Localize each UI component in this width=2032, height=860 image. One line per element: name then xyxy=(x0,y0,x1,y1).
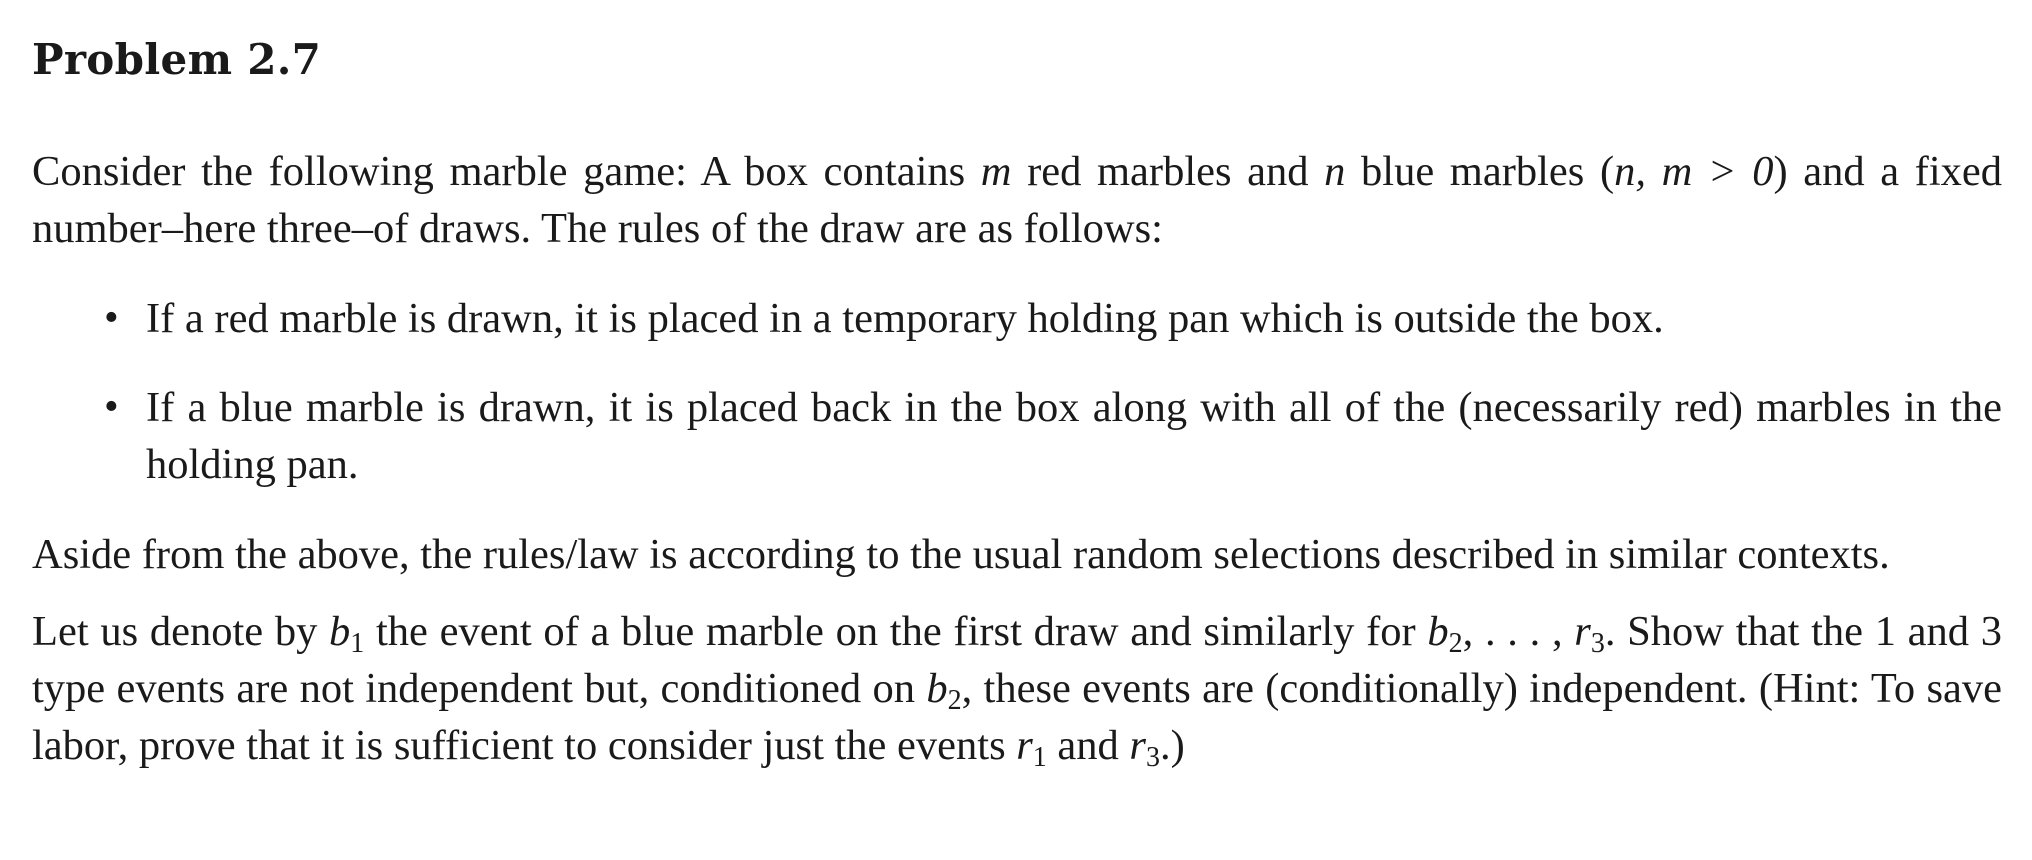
intro-text-3: blue marbles ( xyxy=(1345,148,1615,195)
task-text-2: the event of a blue marble on the first draw and similarly for xyxy=(364,608,1428,655)
task-text-5: , these events are (conditionally) independent. (Hint: To save labor, prove that it is sufficient to consider just the events xyxy=(32,665,2002,769)
var-b1 xyxy=(329,608,365,659)
aside-paragraph: Aside from the above, the rules/law is according to the usual random selections described in similar contexts. xyxy=(32,531,1890,578)
intro-text-2: red marbles and xyxy=(1011,148,1325,195)
var-letter: r xyxy=(1016,722,1033,769)
rule-text: If a red marble is drawn, it is placed in a temporary holding pan which is outside the box. xyxy=(146,295,1664,342)
rule-text: If a blue marble is drawn, it is placed back in the box along with all of the (necessarily red) marbles in the holding pan. xyxy=(146,384,2002,488)
var-letter: r xyxy=(1129,722,1146,769)
var-subscript: 3 xyxy=(1145,742,1160,773)
var-letter: b xyxy=(329,608,351,655)
task-text-3: , . . . , xyxy=(1462,608,1575,655)
var-r3 xyxy=(1574,608,1605,659)
list-item xyxy=(32,290,2002,347)
var-r3-hint xyxy=(1129,722,1160,773)
var-b2-conditioned xyxy=(926,665,962,716)
var-m: m xyxy=(980,148,1012,195)
task-paragraph xyxy=(32,603,2002,774)
intro-text-4: ) and a fixed number–here three–of draws. The rules of the draw are as follows: xyxy=(32,148,2003,252)
task-text-7: .) xyxy=(1159,722,1185,769)
var-letter: b xyxy=(926,665,948,712)
rules-list xyxy=(32,290,2002,493)
var-subscript: 1 xyxy=(350,628,365,659)
bullet-icon: • xyxy=(104,384,119,430)
var-letter: b xyxy=(1427,608,1449,655)
intro-paragraph xyxy=(32,143,2002,257)
var-letter: r xyxy=(1574,608,1591,655)
task-text-6: and xyxy=(1046,722,1130,769)
bullet-icon: • xyxy=(104,295,119,341)
task-text-4: . Show that the 1 and 3 type events are not independent but, conditioned on xyxy=(32,608,2002,712)
condition-n-m: n, m > 0 xyxy=(1614,148,1774,195)
var-subscript: 3 xyxy=(1590,628,1605,659)
var-subscript: 2 xyxy=(947,685,962,716)
var-r1 xyxy=(1016,722,1047,773)
var-subscript: 2 xyxy=(1448,628,1463,659)
intro-text-1: Consider the following marble game: A box contains xyxy=(32,148,981,195)
list-item xyxy=(32,379,2002,493)
task-text-1: Let us denote by xyxy=(32,608,330,655)
var-b2 xyxy=(1427,608,1463,659)
var-subscript: 1 xyxy=(1032,742,1047,773)
var-n: n xyxy=(1324,148,1346,195)
problem-title: Problem 2.7 xyxy=(32,35,322,84)
